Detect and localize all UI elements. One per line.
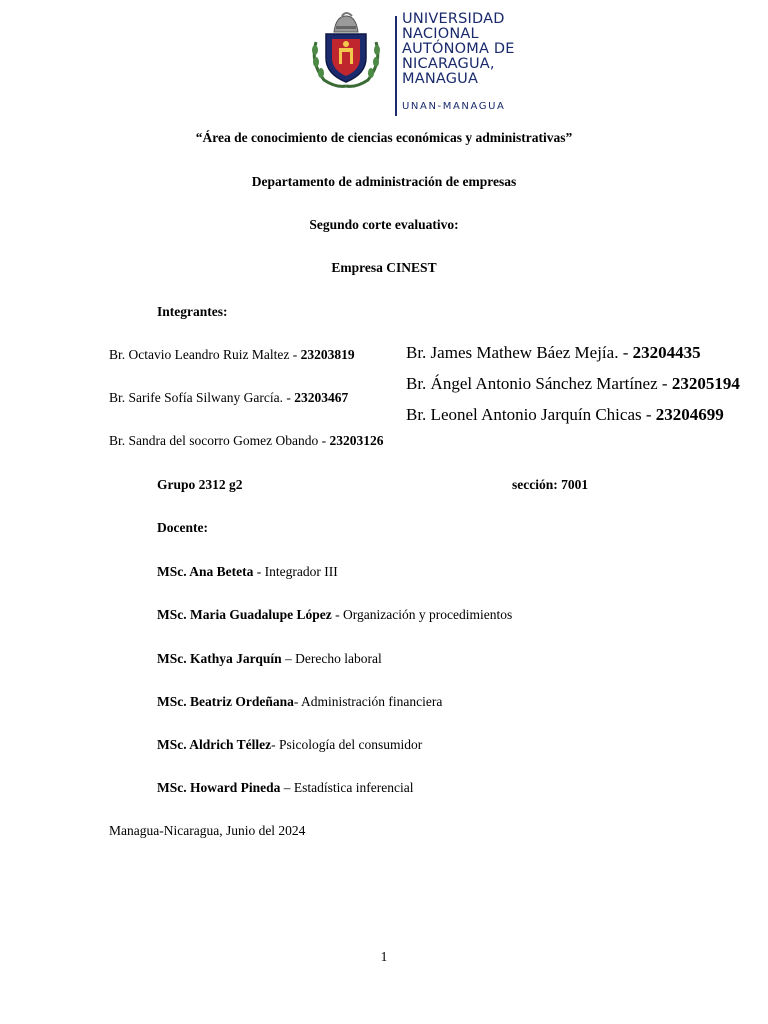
member-right-2: Br. Ángel Antonio Sánchez Martínez - 23205194 <box>406 374 740 393</box>
teachers-heading: Docente: <box>157 520 208 535</box>
page-number: 1 <box>380 949 388 964</box>
teacher-item-3: MSc. Kathya Jarquín – Derecho laboral <box>157 651 382 666</box>
teacher-item-1: MSc. Ana Beteta - Integrador III <box>157 564 338 579</box>
company-title: Empresa CINEST <box>331 260 437 275</box>
teacher-item-6: MSc. Howard Pineda – Estadística inferencial <box>157 780 414 795</box>
member-right-1: Br. James Mathew Báez Mejía. - 23204435 <box>406 343 701 362</box>
teacher-item-2: MSc. Maria Guadalupe López - Organización y procedimientos <box>157 607 513 622</box>
department-title: Departamento de administración de empresas <box>251 174 517 189</box>
place-date: Managua-Nicaragua, Junio del 2024 <box>109 823 306 838</box>
teacher-item-4: MSc. Beatriz Ordeñana- Administración financiera <box>157 694 443 709</box>
evaluation-title: Segundo corte evaluativo: <box>309 217 459 232</box>
member-left-2: Br. Sarife Sofía Silwany García. - 23203467 <box>109 390 349 405</box>
teacher-item-5: MSc. Aldrich Téllez- Psicología del consumidor <box>157 737 423 752</box>
logo-divider <box>395 16 397 116</box>
member-right-3: Br. Leonel Antonio Jarquín Chicas - 23204699 <box>406 405 724 424</box>
area-title: “Área de conocimiento de ciencias económicas y administrativas” <box>195 130 573 145</box>
university-crest-icon <box>306 12 386 90</box>
university-logo <box>306 12 538 116</box>
section-label: sección: 7001 <box>512 477 589 492</box>
member-left-3: Br. Sandra del socorro Gomez Obando - 23203126 <box>109 433 384 448</box>
members-heading: Integrantes: <box>157 304 228 319</box>
group-label: Grupo 2312 g2 <box>157 477 243 492</box>
member-left-1: Br. Octavio Leandro Ruiz Maltez - 23203819 <box>109 347 355 362</box>
university-name: UNIVERSIDAD NACIONAL AUTÓNOMA DE NICARAGUA, MANAGUA <box>402 11 515 87</box>
university-abbreviation: UNAN-MANAGUA <box>402 101 506 112</box>
